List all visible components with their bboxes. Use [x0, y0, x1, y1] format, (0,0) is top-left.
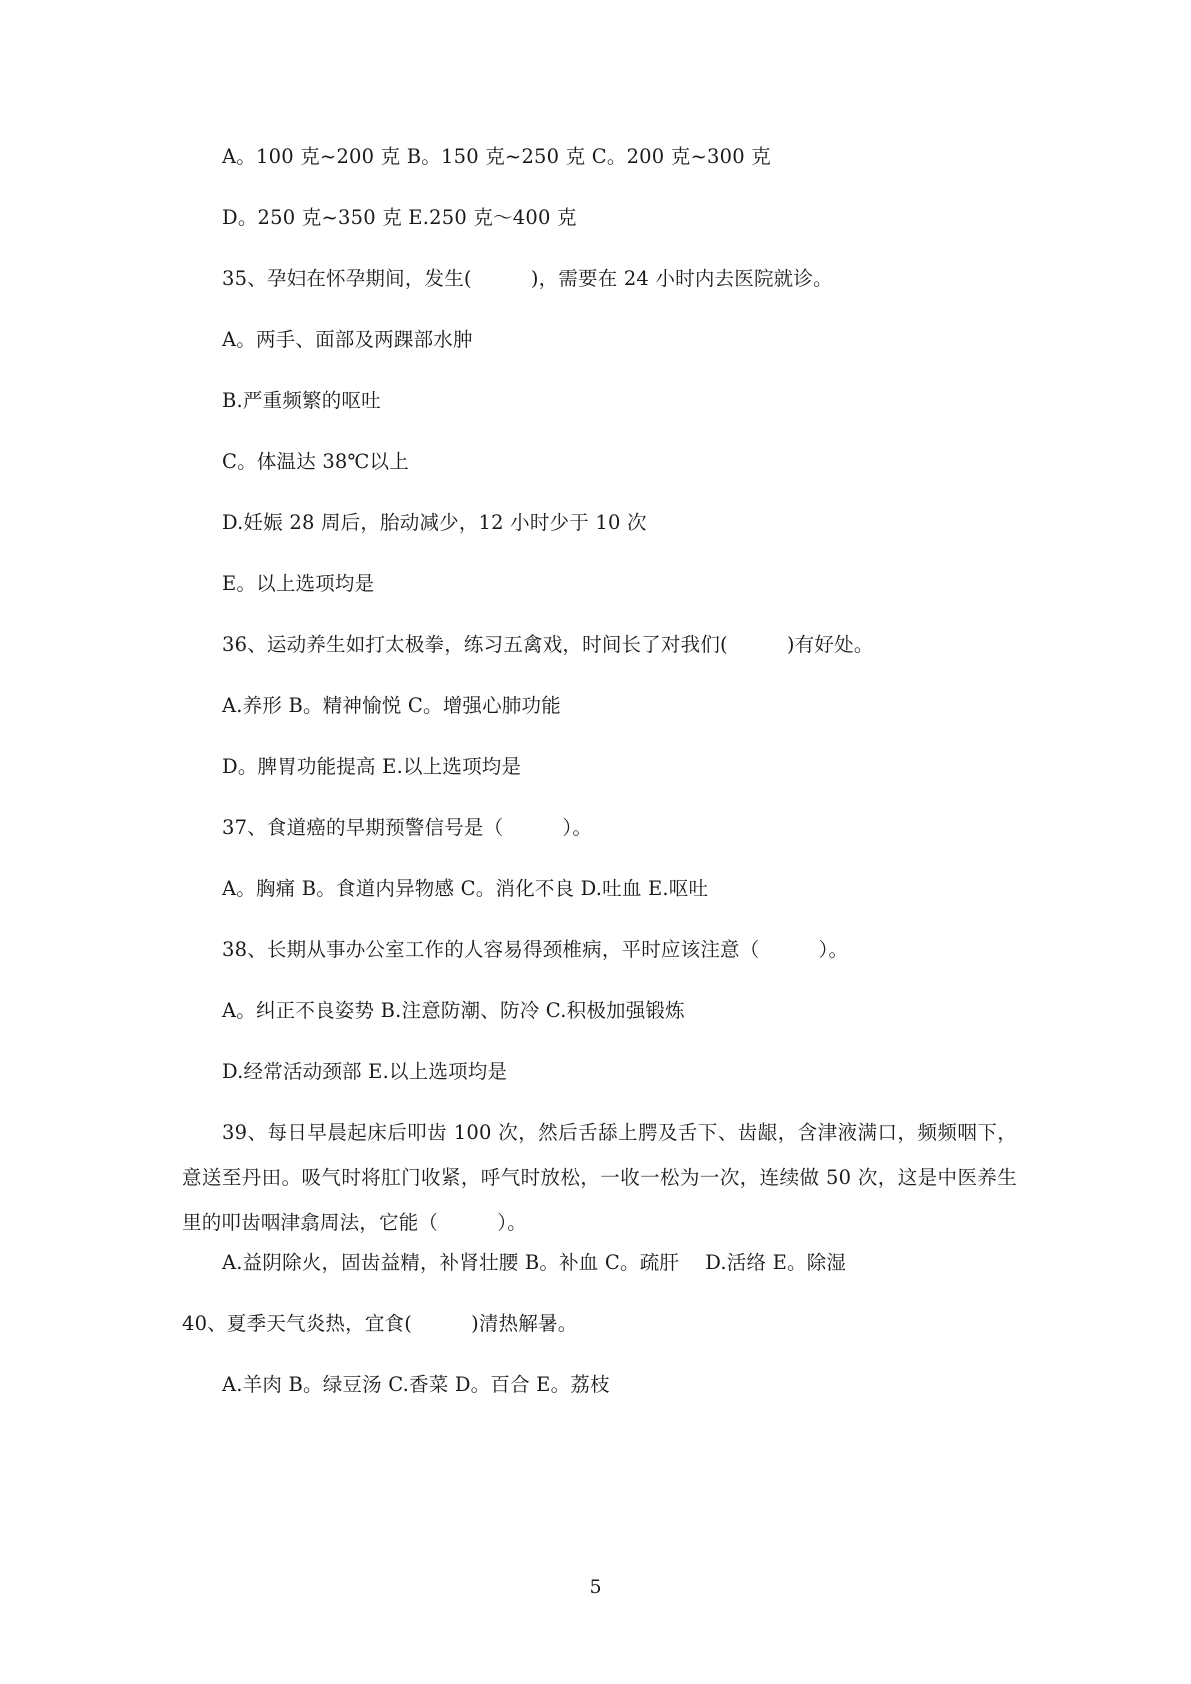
q39-options: A.益阴除火，固齿益精，补肾壮腰 B。补血 C。疏肝 D.活络 E。除湿 — [222, 1251, 847, 1274]
q35-option-d: D.妊娠 28 周后，胎动减少，12 小时少于 10 次 — [222, 511, 647, 534]
q38-options-line-2: D.经常活动颈部 E.以上选项均是 — [222, 1060, 508, 1083]
q40-options: A.羊肉 B。绿豆汤 C.香菜 D。百合 E。荔枝 — [222, 1373, 610, 1396]
q36-options-line-1: A.养形 B。精神愉悦 C。增强心肺功能 — [222, 694, 561, 717]
q35-option-e: E。以上选项均是 — [222, 572, 375, 595]
q38-question: 38、长期从事办公室工作的人容易得颈椎病，平时应该注意（ ）。 — [222, 938, 849, 961]
q38-options-line-1: A。纠正不良姿势 B.注意防潮、防冷 C.积极加强锻炼 — [222, 999, 685, 1022]
q35-option-c: C。体温达 38℃以上 — [222, 450, 409, 473]
q34-options-line-2: D。250 克~350 克 E.250 克～400 克 — [222, 206, 577, 229]
q36-question: 36、运动养生如打太极拳，练习五禽戏，时间长了对我们( )有好处。 — [222, 633, 874, 656]
q35-option-b: B.严重频繁的呕吐 — [222, 389, 381, 412]
q40-question: 40、夏季天气炎热，宜食( )清热解暑。 — [182, 1312, 578, 1335]
q34-options-line-1: A。100 克~200 克 B。150 克~250 克 C。200 克~300 克 — [222, 145, 771, 168]
q37-options: A。胸痛 B。食道内异物感 C。消化不良 D.吐血 E.呕吐 — [222, 877, 709, 900]
q36-options-line-2: D。脾胃功能提高 E.以上选项均是 — [222, 755, 522, 778]
q35-question: 35、孕妇在怀孕期间，发生( )，需要在 24 小时内去医院就诊。 — [222, 267, 833, 290]
page-number: 5 — [589, 1576, 602, 1598]
q35-option-a: A。两手、面部及两踝部水肿 — [222, 328, 473, 351]
q37-question: 37、食道癌的早期预警信号是（ ）。 — [222, 816, 593, 839]
q39-question: 39、每日早晨起床后叩齿 100 次，然后舌舔上腭及舌下、齿龈，含津液满口，频频咽下，意送至丹田。吸气时将肛门收紧，呼气时放松，一收一松为一次，连续做 50 次，这是中医养生里的叩齿咽津翕周法，它能（ ）。 — [182, 1121, 1017, 1234]
